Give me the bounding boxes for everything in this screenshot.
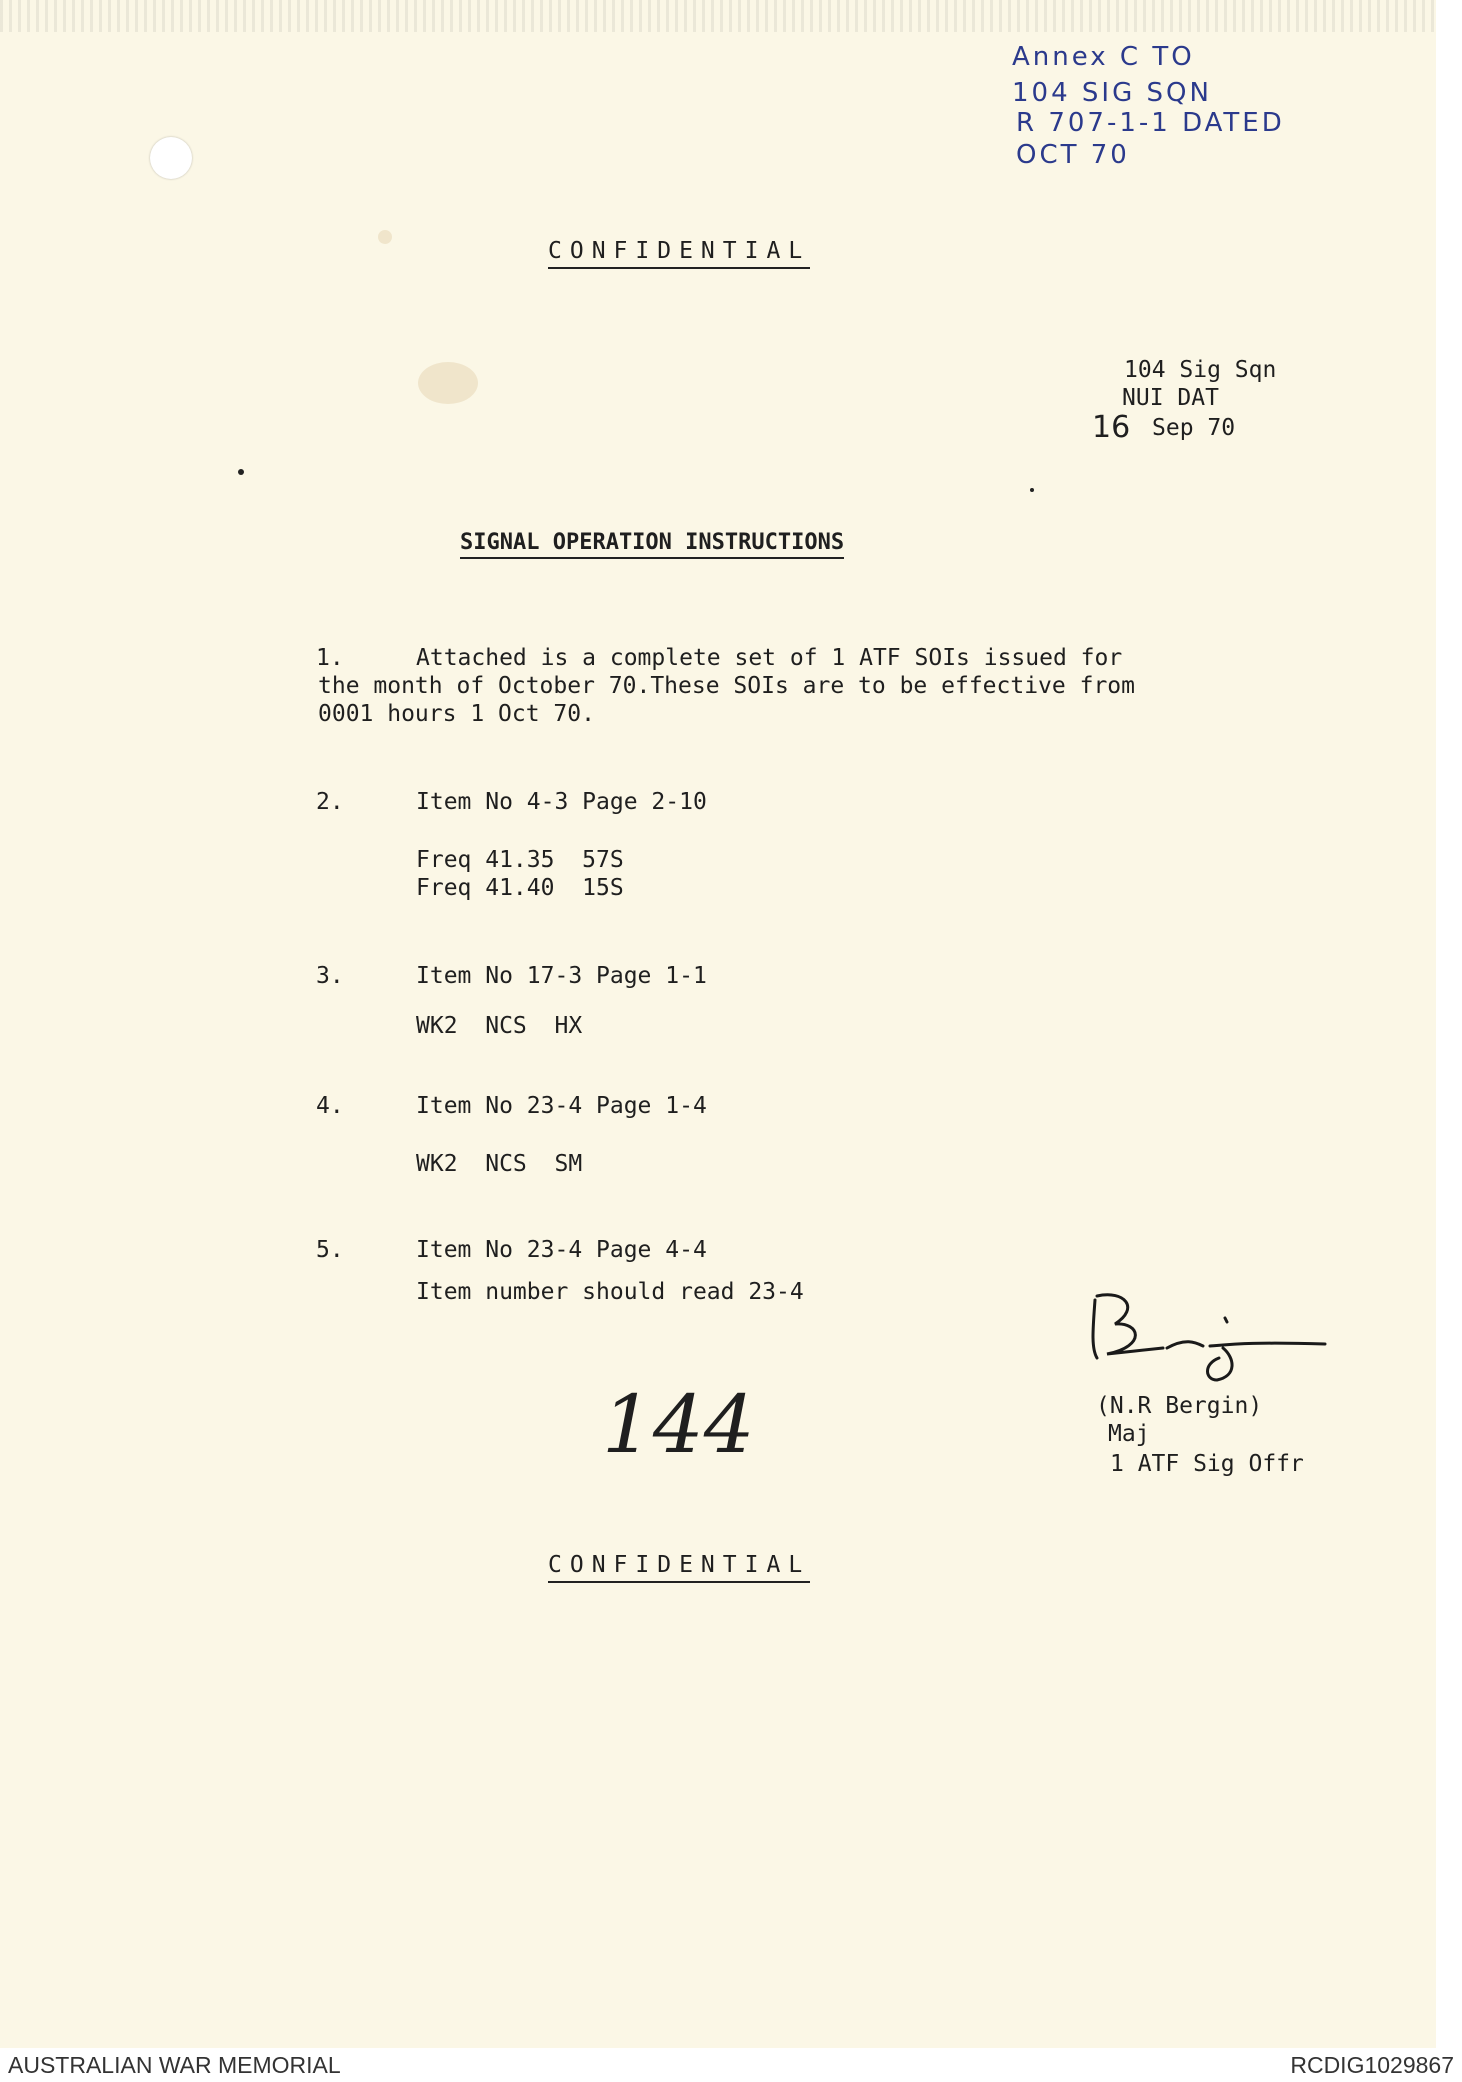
classification-header: CONFIDENTIAL	[548, 238, 810, 269]
scan-edge-noise	[0, 0, 1436, 32]
annotation-line-1: Annex C TO	[1012, 42, 1195, 72]
para-4-number: 4.	[316, 1093, 344, 1119]
page-title: SIGNAL OPERATION INSTRUCTIONS	[460, 530, 844, 559]
punch-hole	[150, 137, 192, 179]
para-4-heading: Item No 23-4 Page 1-4	[416, 1093, 707, 1119]
para-2-heading: Item No 4-3 Page 2-10	[416, 789, 707, 815]
signatory-appointment: 1 ATF Sig Offr	[1110, 1451, 1304, 1477]
para-3-heading: Item No 17-3 Page 1-1	[416, 963, 707, 989]
para-3-number: 3.	[316, 963, 344, 989]
paper-stain	[378, 230, 392, 244]
para-2-detail-1: Freq 41.35 57S	[416, 847, 624, 873]
para-2-number: 2.	[316, 789, 344, 815]
para-1-line-1: Attached is a complete set of 1 ATF SOIs issued for	[416, 645, 1123, 671]
annotation-line-4: OCT 70	[1016, 140, 1130, 170]
ink-speck	[1030, 488, 1034, 492]
paper-stain	[418, 362, 478, 404]
para-2-detail-2: Freq 41.40 15S	[416, 875, 624, 901]
para-5-detail-1: Item number should read 23-4	[416, 1279, 804, 1305]
annotation-line-2: 104 SIG SQN	[1012, 78, 1212, 108]
para-5-heading: Item No 23-4 Page 4-4	[416, 1237, 707, 1263]
signatory-rank: Maj	[1108, 1421, 1150, 1447]
unit-name: 104 Sig Sqn	[1124, 357, 1277, 383]
signature-mark	[1085, 1288, 1385, 1398]
classification-footer: CONFIDENTIAL	[548, 1552, 810, 1583]
date-day-handwritten: 16	[1092, 410, 1131, 445]
para-3-detail-1: WK2 NCS HX	[416, 1013, 583, 1039]
unit-location: NUI DAT	[1122, 385, 1219, 411]
para-4-detail-1: WK2 NCS SM	[416, 1151, 583, 1177]
date-month-year: Sep 70	[1152, 415, 1236, 441]
annotation-line-3: R 707-1-1 DATED	[1016, 108, 1285, 138]
para-5-number: 5.	[316, 1237, 344, 1263]
para-1-line-3: 0001 hours 1 Oct 70.	[318, 701, 595, 727]
source-id: RCDIG1029867	[1290, 2052, 1454, 2078]
para-1-number: 1.	[316, 645, 344, 671]
folio-number: 144	[602, 1378, 755, 1471]
ink-speck	[238, 469, 244, 475]
para-1-line-2: the month of October 70.These SOIs are to be effective from	[318, 673, 1135, 699]
signatory-name: (N.R Bergin)	[1096, 1393, 1263, 1419]
source-institution: AUSTRALIAN WAR MEMORIAL	[8, 2052, 341, 2078]
